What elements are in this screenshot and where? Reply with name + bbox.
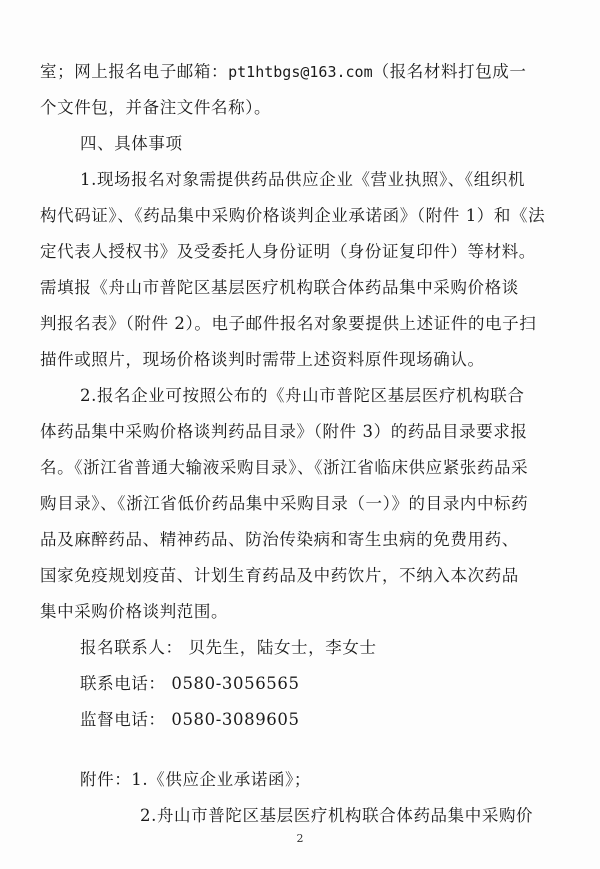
paragraph-2-line-4: 购目录》、《浙江省低价药品集中采购目录（一）》的目录内中标药	[40, 494, 529, 513]
paragraph-2-line-3: 名。《浙江省普通大输液采购目录》、《浙江省临床供应紧张药品采	[40, 458, 529, 477]
text-line-1	[40, 62, 570, 82]
paragraph-1-line-3: 定代表人授权书》及受委托人身份证明（身份证复印件）等材料。	[40, 242, 536, 261]
text-email-prefix: 室；网上报名电子邮箱：	[40, 62, 229, 81]
paragraph-1-line-5: 判报名表》（附件 2）。电子邮件报名对象要提供上述证件的电子扫	[40, 314, 537, 333]
email-address: pt1htbgs@163.com	[228, 63, 373, 81]
paragraph-1-line-6: 描件或照片，现场价格谈判时需带上述资料原件现场确认。	[40, 350, 485, 369]
paragraph-2-line-6: 国家免疫规划疫苗、计划生育药品及中药饮片，不纳入本次药品	[40, 566, 519, 585]
contact-phone: 联系电话： 0580-3056565	[80, 674, 300, 693]
paragraph-2-line-7: 集中采购价格谈判范围。	[40, 602, 229, 621]
paragraph-2-line-1: 2.报名企业可按照公布的《舟山市普陀区基层医疗机构联合	[80, 386, 525, 405]
attachment-1: 附件：1.《供应企业承诺函》；	[80, 770, 311, 789]
text-email-suffix: （报名材料打包成一	[372, 62, 527, 81]
paragraph-2-line-2: 体药品集中采购价格谈判药品目录》（附件 3）的药品目录要求报	[40, 422, 528, 441]
page-number: 2	[296, 832, 304, 845]
paragraph-1-line-1: 1.现场报名对象需提供药品供应企业《营业执照》、《组织机	[80, 170, 526, 189]
supervision-phone: 监督电话： 0580-3089605	[80, 710, 300, 729]
text-line-2: 个文件包，并备注文件名称）。	[40, 98, 272, 117]
paragraph-2-line-5: 品及麻醉药品、精神药品、防治传染病和寄生虫病的免费用药、	[40, 530, 519, 549]
paragraph-1-line-2: 构代码证》、《药品集中采购价格谈判企业承诺函》（附件 1）和《法	[40, 206, 546, 225]
paragraph-1-line-4: 需填报《舟山市普陀区基层医疗机构联合体药品集中采购价格谈	[40, 278, 519, 297]
contact-person: 报名联系人： 贝先生，陆女士，李女士	[80, 638, 377, 657]
section-heading: 四、具体事项	[80, 134, 183, 153]
attachment-2: 2.舟山市普陀区基层医疗机构联合体药品集中采购价	[140, 806, 534, 825]
